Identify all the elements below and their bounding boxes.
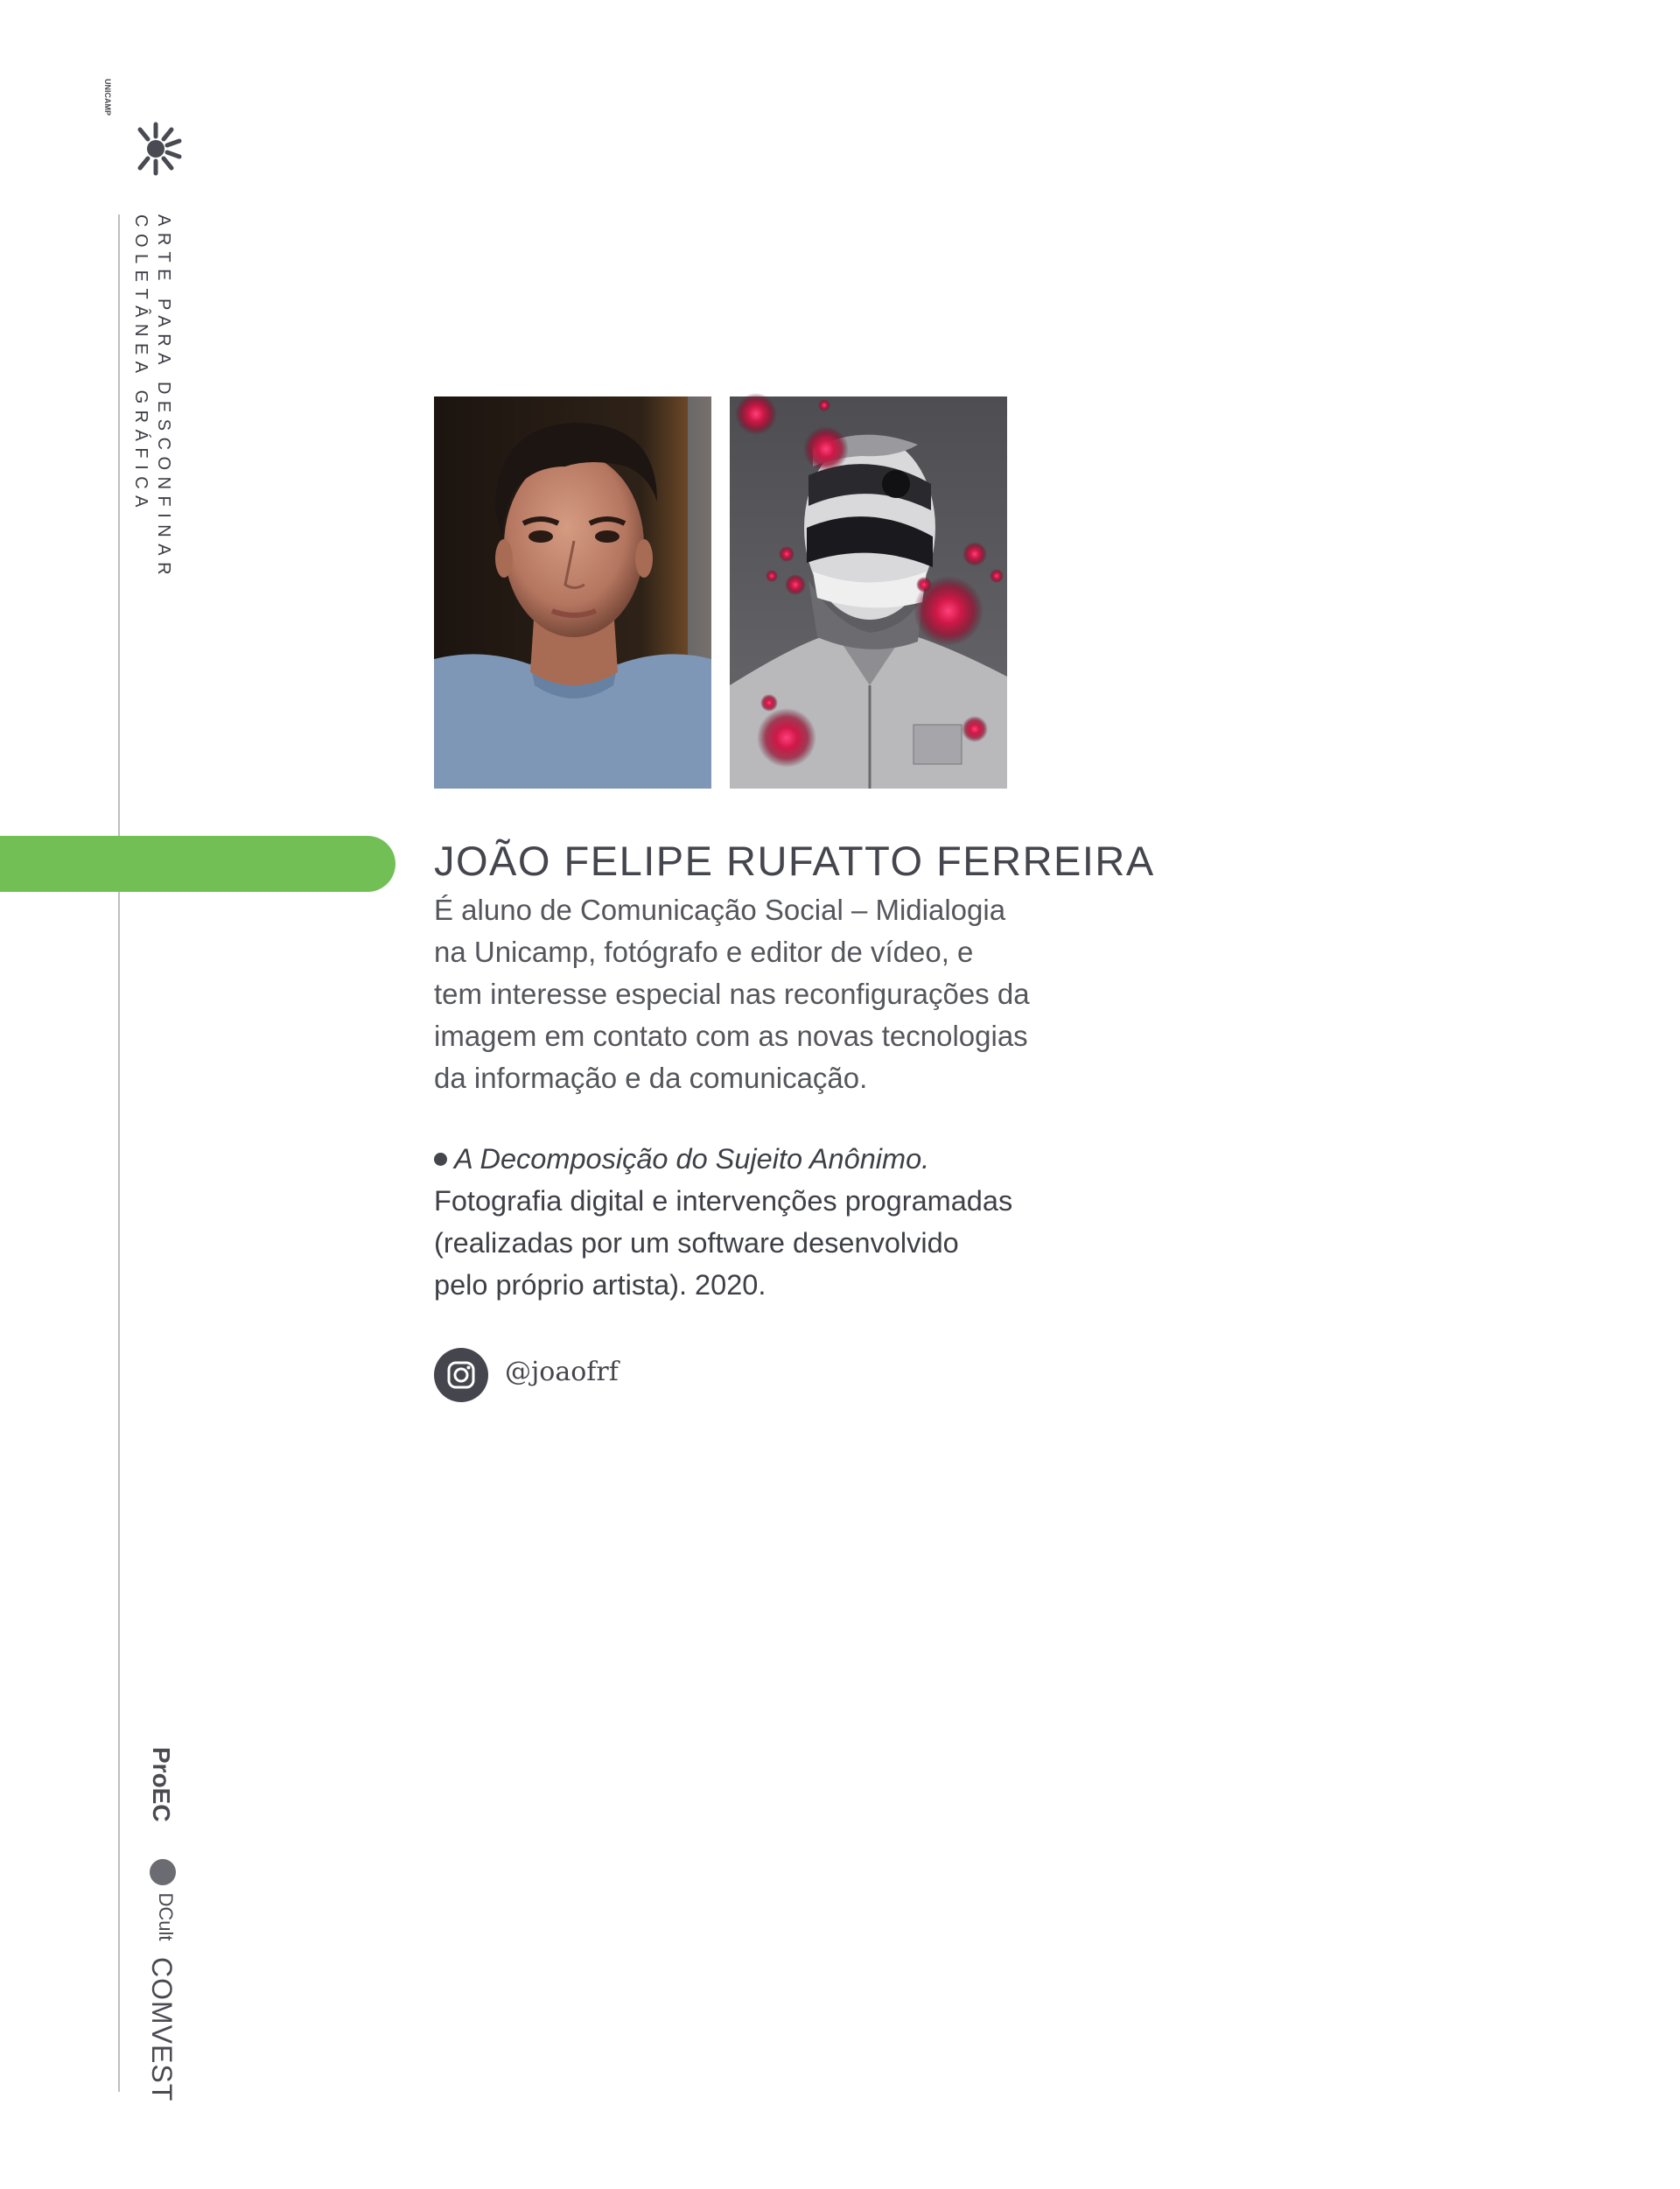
unicamp-logo-text: UNICAMP [103, 79, 112, 116]
proec-logo [147, 1747, 175, 1822]
publication-title: ARTE PARA DESCONFINAR [154, 214, 173, 582]
dcult-logo [150, 1859, 177, 1940]
work-title: A Decomposição do Sujeito Anônimo. [454, 1143, 930, 1175]
artist-name: JOÃO FELIPE RUFATTO FERREIRA [434, 838, 1155, 884]
comvest-logo-text: COMVEST [146, 1957, 178, 2102]
work-description-line: Fotografia digital e intervenções programadas [434, 1185, 1013, 1217]
instagram-handle-link[interactable]: @joaofrf [505, 1357, 619, 1387]
work-info [434, 1138, 1222, 1306]
dcult-logo-text: DCult [155, 1892, 177, 1941]
work-title-line [434, 1138, 1222, 1180]
bio-line: tem interesse especial nas reconfigurações da [434, 978, 1030, 1010]
artist-portrait-photo [434, 396, 711, 789]
proec-logo-text: ProEC [148, 1747, 175, 1822]
artist-bio [434, 889, 1134, 1099]
accent-tab [0, 836, 396, 892]
bullet-icon [434, 1153, 447, 1166]
bio-line: da informação e da comunicação. [434, 1062, 868, 1094]
work-description-line: pelo próprio artista). 2020. [434, 1269, 766, 1301]
margin-divider-line [118, 214, 120, 2092]
artwork-photo [730, 396, 1007, 789]
publication-subtitle: COLETÂNEA GRÁFICA [131, 214, 150, 514]
dcult-logo-mark [150, 1859, 176, 1885]
unicamp-logo [103, 79, 184, 184]
bio-line: É aluno de Comunicação Social – Midialogia [434, 894, 1006, 926]
work-description-line: (realizadas por um software desenvolvido [434, 1227, 959, 1259]
bio-line: na Unicamp, fotógrafo e editor de vídeo, e [434, 936, 974, 968]
instagram-icon[interactable] [434, 1348, 488, 1402]
bio-line: imagem em contato com as novas tecnologias [434, 1020, 1028, 1052]
comvest-logo [145, 1957, 178, 2101]
